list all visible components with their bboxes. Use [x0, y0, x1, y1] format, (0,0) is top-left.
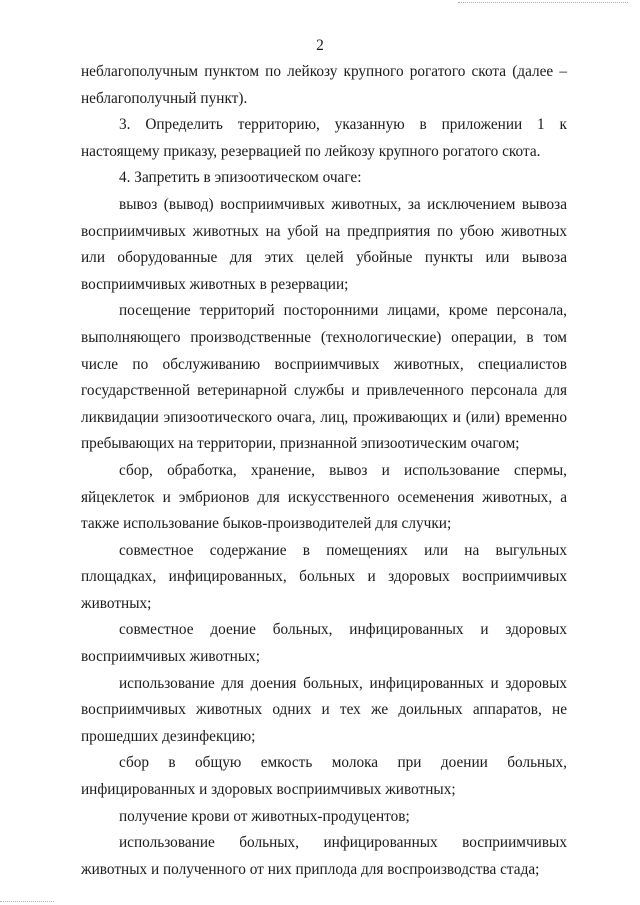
prohibition-item: вывоз (вывод) восприимчивых животных, за исключением вывоза восприимчивых животных на убой на предприятия по убою животных или оборудованные для этих целей убойные пункты или вывоза восприимчивых животных в резервации; [81, 195, 567, 293]
paragraph-item-3: 3. Определить территорию, указанную в приложении 1 к настоящему приказу, резервацией по лейкозу крупного рогатого скота. [81, 116, 567, 160]
prohibition-item: использование больных, инфицированных восприимчивых животных и полученного от них приплода для воспроизводства стада; [81, 834, 567, 878]
paragraph-item-4: 4. Запретить в эпизоотическом очаге: [119, 169, 362, 187]
paragraph-continuation: неблагополучным пунктом по лейкозу крупного рогатого скота (далее – неблагополучный пункт). [81, 63, 567, 107]
prohibition-item: совместное доение больных, инфицированных и здоровых восприимчивых животных; [81, 621, 567, 666]
prohibition-item: сбор, обработка, хранение, вывоз и использование спермы, яйцеклеток и эмбрионов для искусственного осеменения животных, а также использование быков-производителей для случки; [81, 461, 567, 533]
prohibition-item: посещение территорий посторонними лицами, кроме персонала, выполняющего производственные (технологические) операции, в том числе по обслуживанию восприимчивых животных, специалистов государственной ветеринарной службы и привлеченного персонала для ликвидации эпизоотического очага, лиц, проживающих и (или) временно пребывающих на территории, признанной эпизоотическим очагом; [81, 302, 567, 453]
body-text [81, 59, 567, 883]
prohibition-item: совместное содержание в помещениях или на выгульных площадках, инфицированных, больных и здоровых восприимчивых животных; [81, 541, 567, 612]
scan-edge-mark [458, 2, 628, 3]
page-number: 2 [316, 37, 324, 54]
scan-edge-mark [0, 901, 54, 902]
prohibition-item: использование для доения больных, инфицированных и здоровых восприимчивых животных одних и тех же доильных аппаратов, не прошедших дезинфекцию; [81, 674, 567, 745]
prohibition-item: сбор в общую емкость молока при доении больных, инфицированных и здоровых восприимчивых животных; [81, 754, 567, 799]
prohibition-item: получение крови от животных-продуцентов; [119, 807, 410, 825]
